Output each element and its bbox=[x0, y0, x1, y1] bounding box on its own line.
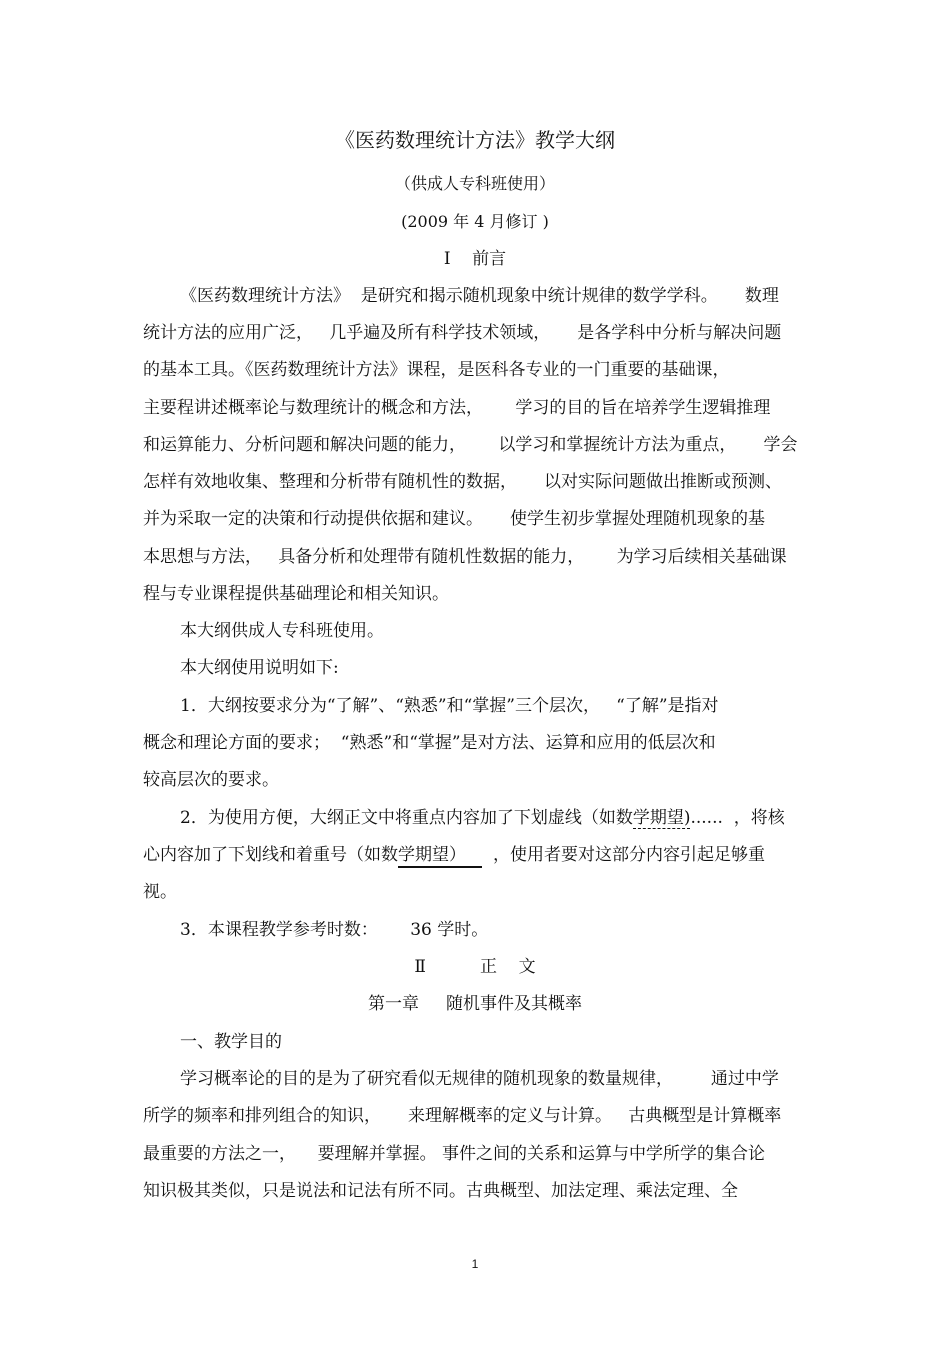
paragraph-line: 怎样有效地收集、整理和分析带有随机性的数据， 以对实际问题做出推断或预测、 bbox=[143, 472, 783, 492]
page-number: 1 bbox=[471, 1257, 479, 1271]
notes-intro: 本大纲使用说明如下: bbox=[180, 658, 339, 678]
paragraph-line: 本思想与方法， 具备分析和处理带有随机性数据的能力， 为学习后续相关基础课 bbox=[143, 547, 787, 567]
paragraph-line: 主要程讲述概率论与数理统计的概念和方法， 学习的目的旨在培养学生逻辑推理 bbox=[143, 398, 771, 418]
paragraph-line: 的基本工具。《医药数理统计方法》课程，是医科各专业的一门重要的基础课， bbox=[143, 360, 730, 380]
section-heading: 一、教学目的 bbox=[180, 1032, 282, 1052]
paragraph-line: 和运算能力、分析问题和解决问题的能力， 以学习和掌握统计方法为重点， 学会 bbox=[143, 435, 798, 455]
dashed-underline-example: 学期望) bbox=[632, 808, 691, 828]
note-item-2-line bbox=[180, 806, 823, 830]
main-text-heading: Ⅱ 正 文 bbox=[414, 957, 536, 977]
note-item-2-line: 视。 bbox=[143, 882, 177, 902]
paragraph-line: 《医药数理统计方法》 是研究和揭示随机现象中统计规律的数学学科。 数理 bbox=[180, 286, 779, 306]
paragraph-line: 知识极其类似，只是说法和记法有所不同。古典概型、加法定理、乘法定理、全 bbox=[143, 1181, 738, 1201]
note-item-1-line: 概念和理论方面的要求； “熟悉”和“掌握”是对方法、运算和应用的低层次和 bbox=[143, 733, 716, 753]
note-text: ，使用者要对这部分内容引起足够重 bbox=[482, 845, 766, 865]
solid-underline-example: 学期望） bbox=[398, 845, 482, 868]
usage-note: 本大纲供成人专科班使用。 bbox=[180, 621, 384, 641]
paragraph-line: 所学的频率和排列组合的知识， 来理解概率的定义与计算。 古典概型是计算概率 bbox=[143, 1106, 782, 1126]
paragraph-line: 并为采取一定的决策和行动提供依据和建议。 使学生初步掌握处理随机现象的基 bbox=[143, 509, 766, 529]
document-title: 《医药数理统计方法》教学大纲 bbox=[335, 128, 615, 152]
revision-note: (2009 年 4 月修订 ) bbox=[401, 212, 549, 231]
paragraph-line: 学习概率论的目的是为了研究看似无规律的随机现象的数量规律， 通过中学 bbox=[180, 1069, 779, 1089]
preface-heading: Ⅰ 前言 bbox=[443, 249, 507, 269]
paragraph-line: 最重要的方法之一， 要理解并掌握。 事件之间的关系和运算与中学所学的集合论 bbox=[143, 1144, 766, 1164]
note-text: ...... ，将核 bbox=[690, 808, 785, 828]
note-text: 心内容加了下划线和着重号（如数 bbox=[143, 845, 398, 865]
note-item-2-line bbox=[143, 843, 823, 867]
paragraph-line: 统计方法的应用广泛， 几乎遍及所有科学技术领域， 是各学科中分析与解决问题 bbox=[143, 323, 782, 343]
note-text: 2．为使用方便，大纲正文中将重点内容加了下划虚线（如数 bbox=[180, 808, 633, 828]
note-item-1-line: 1．大纲按要求分为“了解”、“熟悉”和“掌握”三个层次， “了解”是指对 bbox=[180, 696, 719, 716]
note-item-1-line: 较高层次的要求。 bbox=[143, 770, 279, 790]
note-item-3: 3．本课程教学参考时数： 36 学时。 bbox=[180, 920, 489, 940]
paragraph-line: 程与专业课程提供基础理论和相关知识。 bbox=[143, 584, 449, 604]
chapter-heading: 第一章 随机事件及其概率 bbox=[367, 994, 583, 1014]
document-subtitle: （供成人专科班使用） bbox=[394, 174, 555, 193]
